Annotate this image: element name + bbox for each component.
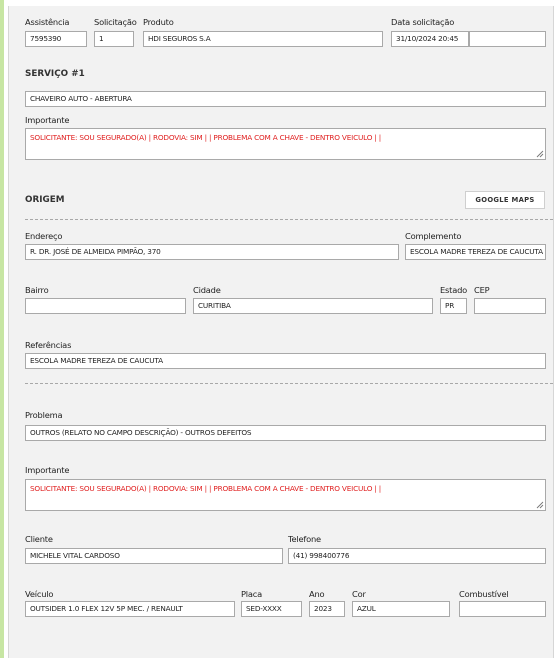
- servico-section-title: SERVIÇO #1: [25, 69, 85, 79]
- veiculo-field[interactable]: OUTSIDER 1.0 FLEX 12V 5P MEC. / RENAULT: [25, 601, 235, 617]
- problema-importante-label: Importante: [25, 465, 70, 475]
- servico-importante-text: SOLICITANTE: SOU SEGURADO(A) | RODOVIA: SIM | | PROBLEMA COM A CHAVE - DENTRO VEICULO | |: [30, 133, 382, 142]
- cep-field[interactable]: [474, 298, 546, 314]
- produto-field[interactable]: HDI SEGUROS S.A: [143, 31, 383, 47]
- assistencia-label: Assistência: [25, 17, 70, 27]
- referencias-field[interactable]: ESCOLA MADRE TEREZA DE CAUCUTA: [25, 353, 546, 369]
- referencias-label: Referências: [25, 340, 72, 350]
- solicitacao-field[interactable]: 1: [94, 31, 134, 47]
- problema-field[interactable]: OUTROS (RELATO NO CAMPO DESCRIÇÃO) - OUTROS DEFEITOS: [25, 425, 546, 441]
- complemento-field[interactable]: ESCOLA MADRE TEREZA DE CAUCUTA: [405, 244, 546, 260]
- servico-importante-label: Importante: [25, 115, 70, 125]
- endereco-field[interactable]: R. DR. JOSÉ DE ALMEIDA PIMPÃO, 370: [25, 244, 399, 260]
- ano-label: Ano: [309, 589, 325, 599]
- assistencia-field[interactable]: 7595390: [25, 31, 87, 47]
- endereco-label: Endereço: [25, 231, 63, 241]
- servico-importante-textarea[interactable]: [25, 128, 546, 160]
- data-solicitacao-label: Data solicitação: [391, 17, 455, 27]
- cep-label: CEP: [474, 285, 490, 295]
- complemento-label: Complemento: [405, 231, 462, 241]
- estado-field[interactable]: PR: [440, 298, 467, 314]
- bairro-field[interactable]: [25, 298, 186, 314]
- veiculo-label: Veículo: [25, 589, 54, 599]
- service-form-panel: [8, 6, 554, 658]
- solicitacao-label: Solicitação: [94, 17, 137, 27]
- servico-field[interactable]: CHAVEIRO AUTO - ABERTURA: [25, 91, 546, 107]
- problema-divider: [25, 383, 553, 384]
- cliente-field[interactable]: MICHELE VITAL CARDOSO: [25, 548, 283, 564]
- combustivel-field[interactable]: [459, 601, 546, 617]
- telefone-field[interactable]: (41) 998400776: [288, 548, 546, 564]
- ano-field[interactable]: 2023: [309, 601, 345, 617]
- telefone-label: Telefone: [288, 534, 321, 544]
- estado-label: Estado: [440, 285, 468, 295]
- problema-label: Problema: [25, 410, 63, 420]
- data-solicitacao-field[interactable]: 31/10/2024 20:45: [391, 31, 469, 47]
- origem-divider: [25, 219, 553, 220]
- placa-field[interactable]: SED-XXXX: [241, 601, 302, 617]
- problema-importante-text: SOLICITANTE: SOU SEGURADO(A) | RODOVIA: SIM | | PROBLEMA COM A CHAVE - DENTRO VEICULO | |: [30, 484, 382, 493]
- problema-importante-textarea[interactable]: [25, 479, 546, 511]
- cidade-field[interactable]: CURITIBA: [193, 298, 433, 314]
- data-solicitacao-extra-field[interactable]: [469, 31, 546, 47]
- side-accent-bar: [0, 0, 4, 658]
- cor-field[interactable]: AZUL: [352, 601, 450, 617]
- resize-grip-icon[interactable]: [536, 150, 544, 158]
- placa-label: Placa: [241, 589, 263, 599]
- bairro-label: Bairro: [25, 285, 49, 295]
- produto-label: Produto: [143, 17, 174, 27]
- cor-label: Cor: [352, 589, 366, 599]
- resize-grip-icon[interactable]: [536, 501, 544, 509]
- origem-section-title: ORIGEM: [25, 195, 65, 205]
- cidade-label: Cidade: [193, 285, 221, 295]
- combustivel-label: Combustível: [459, 589, 509, 599]
- google-maps-button[interactable]: GOOGLE MAPS: [465, 191, 545, 209]
- cliente-label: Cliente: [25, 534, 53, 544]
